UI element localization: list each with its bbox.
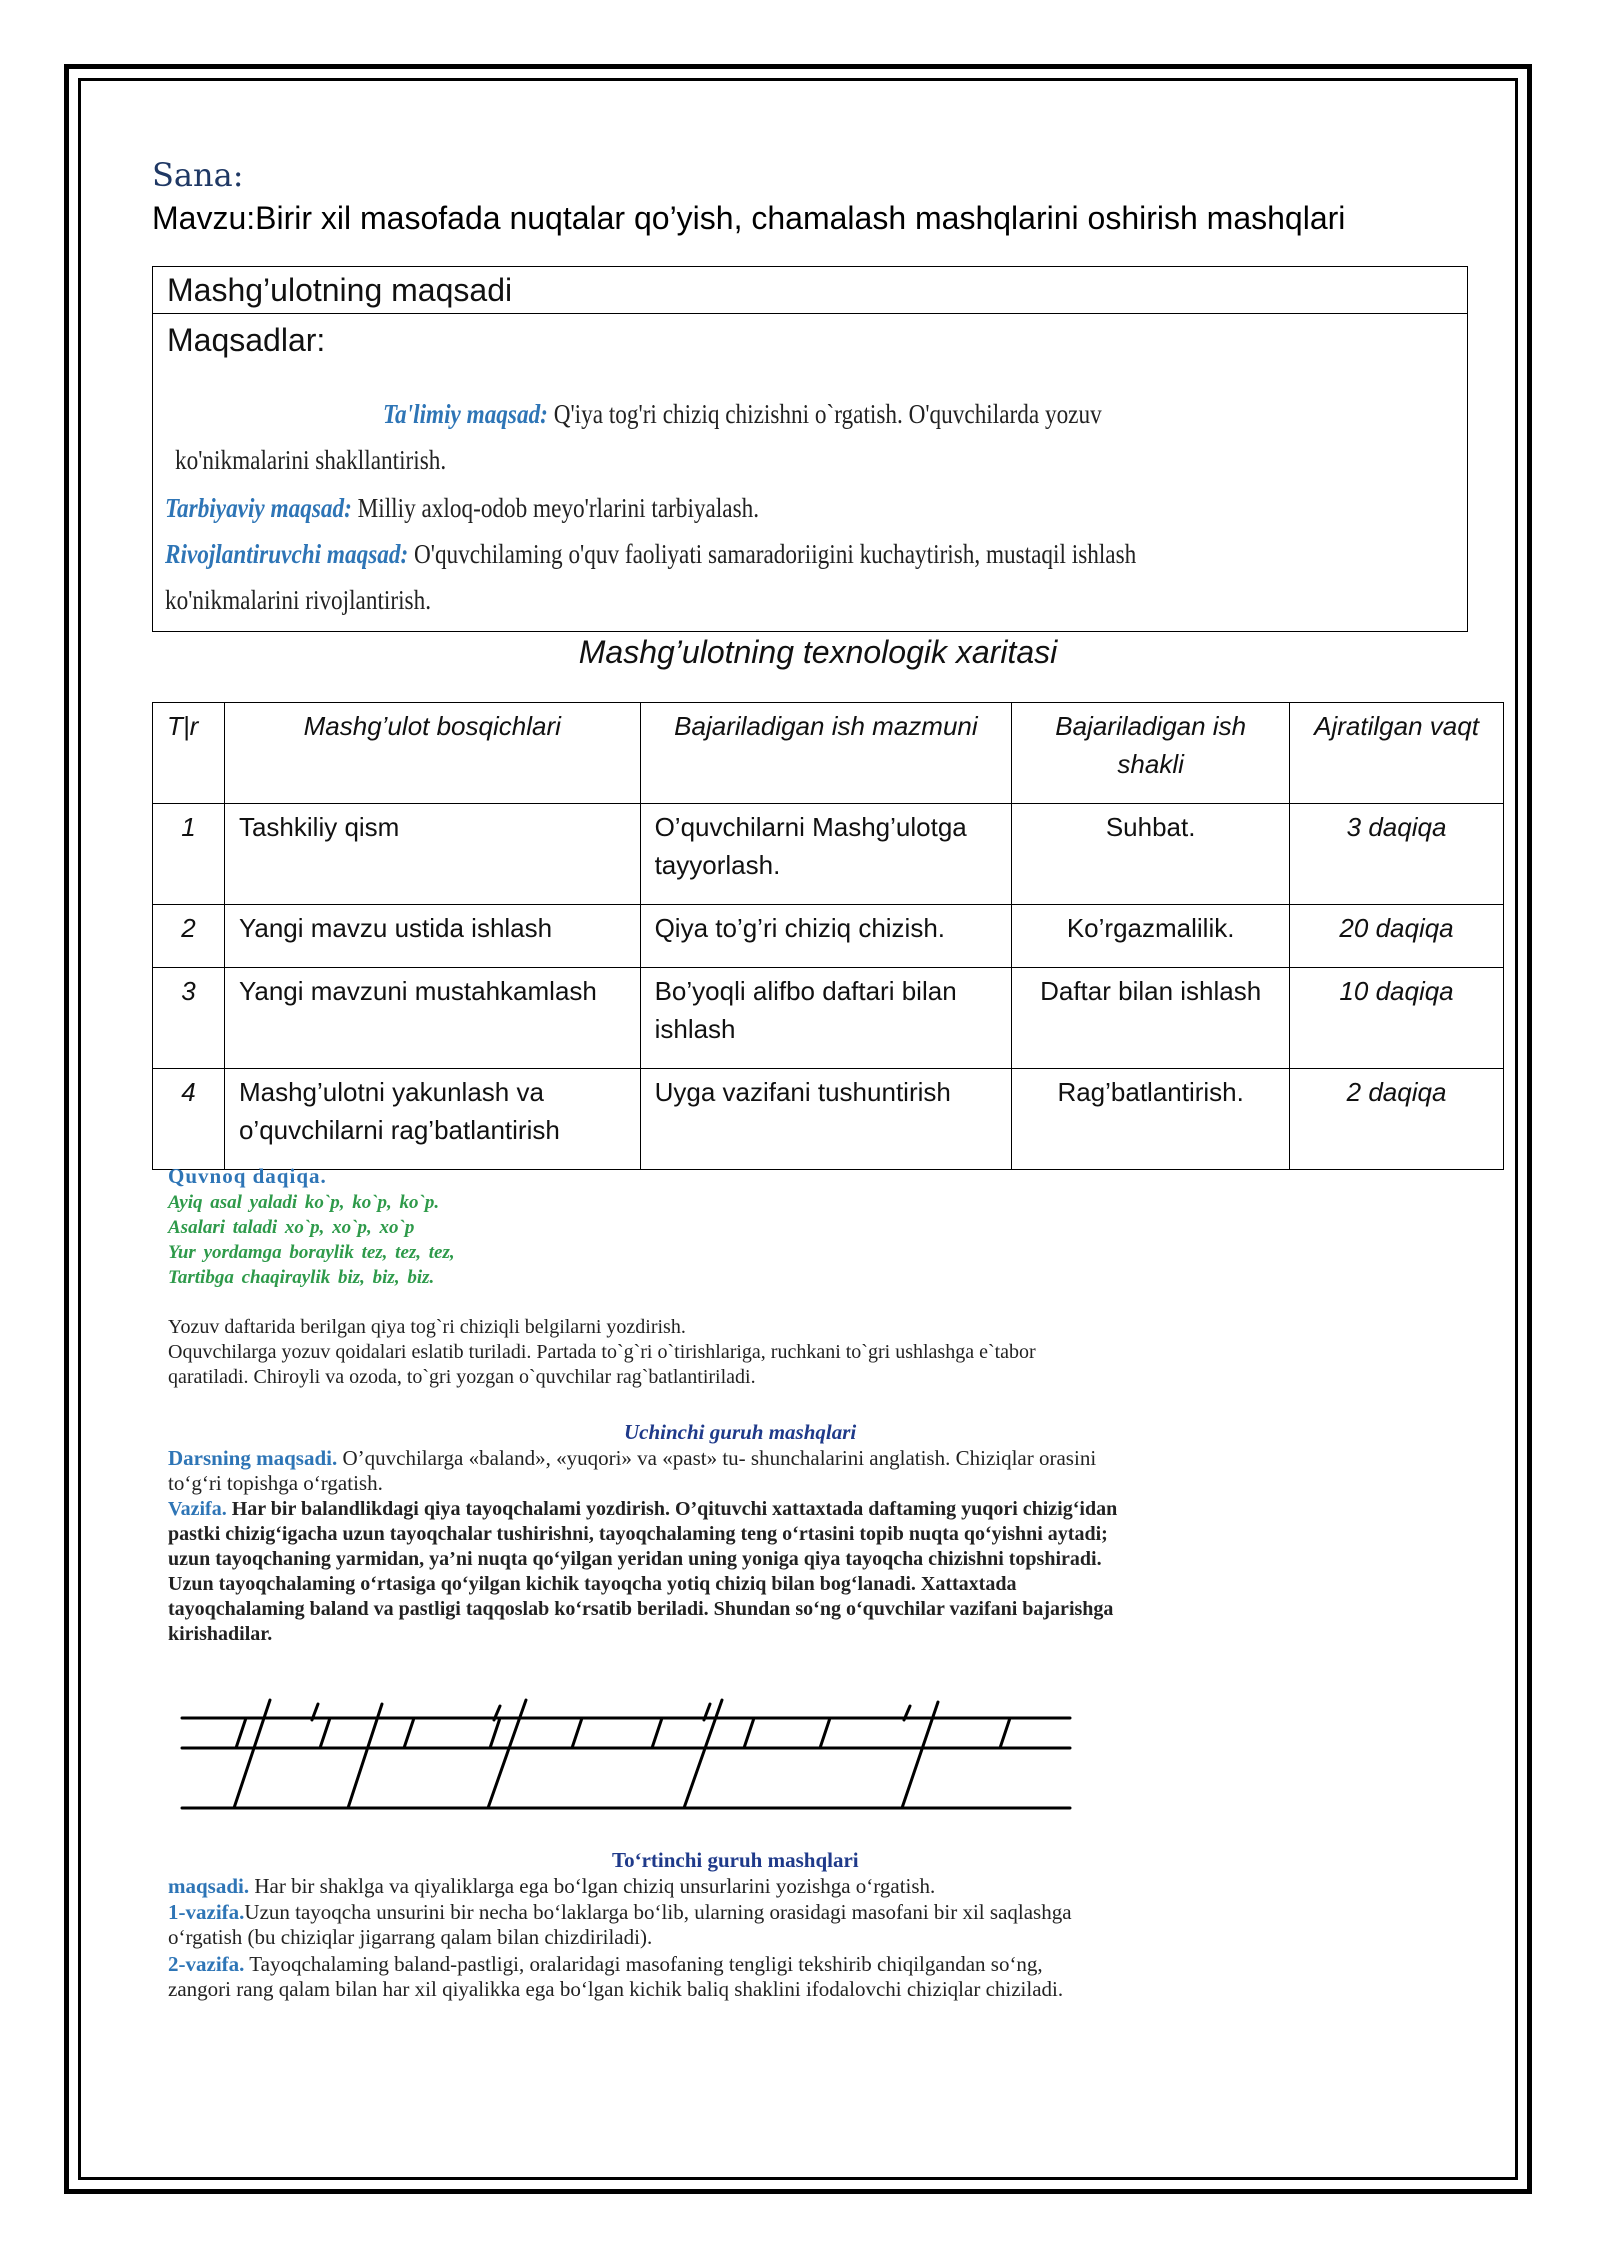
row-num: 4 — [153, 1069, 225, 1170]
group3-goal-cont: to‘g‘ri topishga o‘rgatish. — [168, 1471, 383, 1495]
group4-goal-text: Har bir shaklga va qiyaliklarga ega bo‘lgan chiziq unsurlarini yozishga o‘rgatish. — [249, 1874, 936, 1898]
poem-line: Yur yordamga boraylik tez, tez, tez, — [168, 1242, 455, 1263]
group3-goal-text: O’quvchilarga «baland», «yuqori» va «past» tu- shunchalarini anglatish. Chiziqlar orasini — [337, 1446, 1097, 1470]
group3-task-line: kirishadilar. — [168, 1623, 273, 1645]
row-form: Daftar bilan ishlash — [1012, 968, 1290, 1069]
group4-task1-cont: o‘rgatish (bu chiziqlar jigarrang qalam bilan chizdiriladi). — [168, 1925, 653, 1949]
table-row — [153, 804, 1504, 905]
date-label: Sana: — [152, 156, 244, 194]
developmental-goal-text: O'quvchilaming o'quv faoliyati samaradoriigini kuchaytirish, mustaqil ishlash — [408, 539, 1137, 569]
group4-task2-label: 2-vazifa. — [168, 1952, 245, 1976]
group4-title: To‘rtinchi guruh mashqlari — [612, 1848, 859, 1872]
row-content: Uyga vazifani tushuntirish — [640, 1069, 1012, 1170]
row-form: Suhbat. — [1012, 804, 1290, 905]
row-form: Rag’batlantirish. — [1012, 1069, 1290, 1170]
col-header-content: Bajariladigan ish mazmuni — [640, 703, 1012, 804]
poem-line: Ayiq asal yaladi ko`p, ko`p, ko`p. — [168, 1192, 440, 1213]
tech-map-table — [152, 702, 1504, 1170]
col-header-time: Ajratilgan vaqt — [1290, 703, 1504, 804]
group3-task-line: uzun tayoqchaning yarmidan, ya’ni nuqta qo‘yilgan yeridan uning yoniga qiya tayoqcha chizishni topshiradi. — [168, 1548, 1102, 1570]
poem-line: Tartibga chaqiraylik biz, biz, biz. — [168, 1267, 435, 1288]
group4-goal — [168, 1874, 935, 1899]
row-stage: Mashg’ulotni yakunlash va o’quvchilarni rag’batlantirish — [224, 1069, 640, 1170]
slanted-strokes-exercise — [170, 1690, 1080, 1820]
goals-heading: Mashg’ulotning maqsadi — [153, 267, 1467, 314]
goals-subheading: Maqsadlar: — [167, 322, 326, 358]
row-content: Bo’yoqli alifbo daftari bilan ishlash — [640, 968, 1012, 1069]
developmental-goal — [165, 539, 1136, 570]
educational-goal-label: Ta'limiy maqsad: — [383, 399, 548, 429]
col-header-stage: Mashg’ulot bosqichlari — [224, 703, 640, 804]
table-header-row — [153, 703, 1504, 804]
row-time: 10 daqiqa — [1290, 968, 1504, 1069]
table-row — [153, 1069, 1504, 1170]
row-content: Qiya to’g’ri chiziq chizish. — [640, 905, 1012, 968]
group3-title: Uchinchi guruh mashqlari — [624, 1420, 857, 1444]
row-time: 20 daqiqa — [1290, 905, 1504, 968]
group4-goal-label: maqsadi. — [168, 1874, 250, 1898]
upbringing-goal — [165, 493, 759, 524]
group3-task-text: Har bir balandlikdagi qiya tayoqchalami yozdirish. O’qituvchi xattaxtada daftaming yuqori chizig‘idan — [226, 1498, 1118, 1520]
col-header-form: Bajariladigan ish shakli — [1012, 703, 1290, 804]
educational-goal — [383, 399, 1102, 430]
upbringing-goal-text: Milliy axloq-odob meyo'rlarini tarbiyalash. — [351, 493, 760, 523]
group4-task2 — [168, 1952, 1043, 1977]
tech-map-title: Mashg’ulotning texnologik xaritasi — [578, 634, 1058, 670]
col-header-num: T|r — [153, 703, 225, 804]
lesson-goals-box — [152, 266, 1468, 632]
instruction-line: Yozuv daftarida berilgan qiya tog`ri chiziqli belgilarni yozdirish. — [168, 1316, 686, 1338]
row-num: 1 — [153, 804, 225, 905]
group4-task1-text: Uzun tayoqcha unsurini bir necha bo‘laklarga bo‘lib, ularning orasidagi masofani bir xil saqlashga — [244, 1900, 1072, 1924]
table-row — [153, 905, 1504, 968]
group4-task2-text: Tayoqchalaming baland-pastligi, oralaridagi masofaning tengligi tekshirib chiqilgandan so‘ng, — [244, 1952, 1043, 1976]
row-num: 3 — [153, 968, 225, 1069]
group4-task1-label: 1-vazifa. — [168, 1900, 245, 1924]
row-content: O’quvchilarni Mashg’ulotga tayyorlash. — [640, 804, 1012, 905]
poem-title: Quvnoq daqiqa. — [168, 1164, 327, 1188]
group3-task-line: pastki chizig‘igacha uzun tayoqchalar tushirishni, tayoqchalaming teng o‘rtasini topib nuqta qo‘yishni aytadi; — [168, 1523, 1108, 1545]
instruction-line: qaratiladi. Chiroyli va ozoda, to`gri yozgan o`quvchilar rag`batlantiriladi. — [168, 1366, 756, 1388]
group4-task1 — [168, 1900, 1072, 1925]
group3-task-line: tayoqchalaming baland va pastligi taqqoslab ko‘rsatib beriladi. Shundan so‘ng o‘quvchilar vazifani bajarishga — [168, 1598, 1114, 1620]
group3-goal-label: Darsning maqsadi. — [168, 1446, 338, 1470]
row-time: 2 daqiqa — [1290, 1069, 1504, 1170]
instruction-line: Oquvchilarga yozuv qoidalari eslatib turiladi. Partada to`g`ri o`tirishlariga, ruchkani to`gri ushlashga e`tabor — [168, 1341, 1036, 1363]
row-form: Ko’rgazmalilik. — [1012, 905, 1290, 968]
topic-line: Mavzu:Birir xil masofada nuqtalar qo’yish, chamalash mashqlarini oshirish mashqlari — [152, 200, 1346, 236]
row-stage: Yangi mavzuni mustahkamlash — [224, 968, 640, 1069]
upbringing-goal-label: Tarbiyaviy maqsad: — [165, 493, 352, 523]
row-time: 3 daqiqa — [1290, 804, 1504, 905]
row-num: 2 — [153, 905, 225, 968]
group3-task-label: Vazifa. — [168, 1498, 227, 1520]
group3-task-line: Uzun tayoqchalaming o‘rtasiga qo‘yilgan kichik tayoqcha yotiq chiziq bilan bog‘lanadi. Xattaxtada — [168, 1573, 1017, 1595]
educational-goal-text: Q'iya tog'ri chiziq chizishni o`rgatish. O'quvchilarda yozuv — [547, 399, 1102, 429]
group4-task2-cont: zangori rang qalam bilan har xil qiyalikka ega bo‘lgan kichik baliq shaklini ifodalovchi chiziqlar chiziladi. — [168, 1977, 1064, 2001]
poem-line: Asalari taladi xo`p, xo`p, xo`p — [168, 1217, 415, 1238]
group3-goal — [168, 1446, 1096, 1471]
row-stage: Tashkiliy qism — [224, 804, 640, 905]
educational-goal-cont: ko'nikmalarini shakllantirish. — [175, 445, 447, 475]
developmental-goal-cont: ko'nikmalarini rivojlantirish. — [165, 585, 432, 615]
group3-task — [168, 1498, 1117, 1521]
row-stage: Yangi mavzu ustida ishlash — [224, 905, 640, 968]
developmental-goal-label: Rivojlantiruvchi maqsad: — [165, 539, 409, 569]
table-row — [153, 968, 1504, 1069]
